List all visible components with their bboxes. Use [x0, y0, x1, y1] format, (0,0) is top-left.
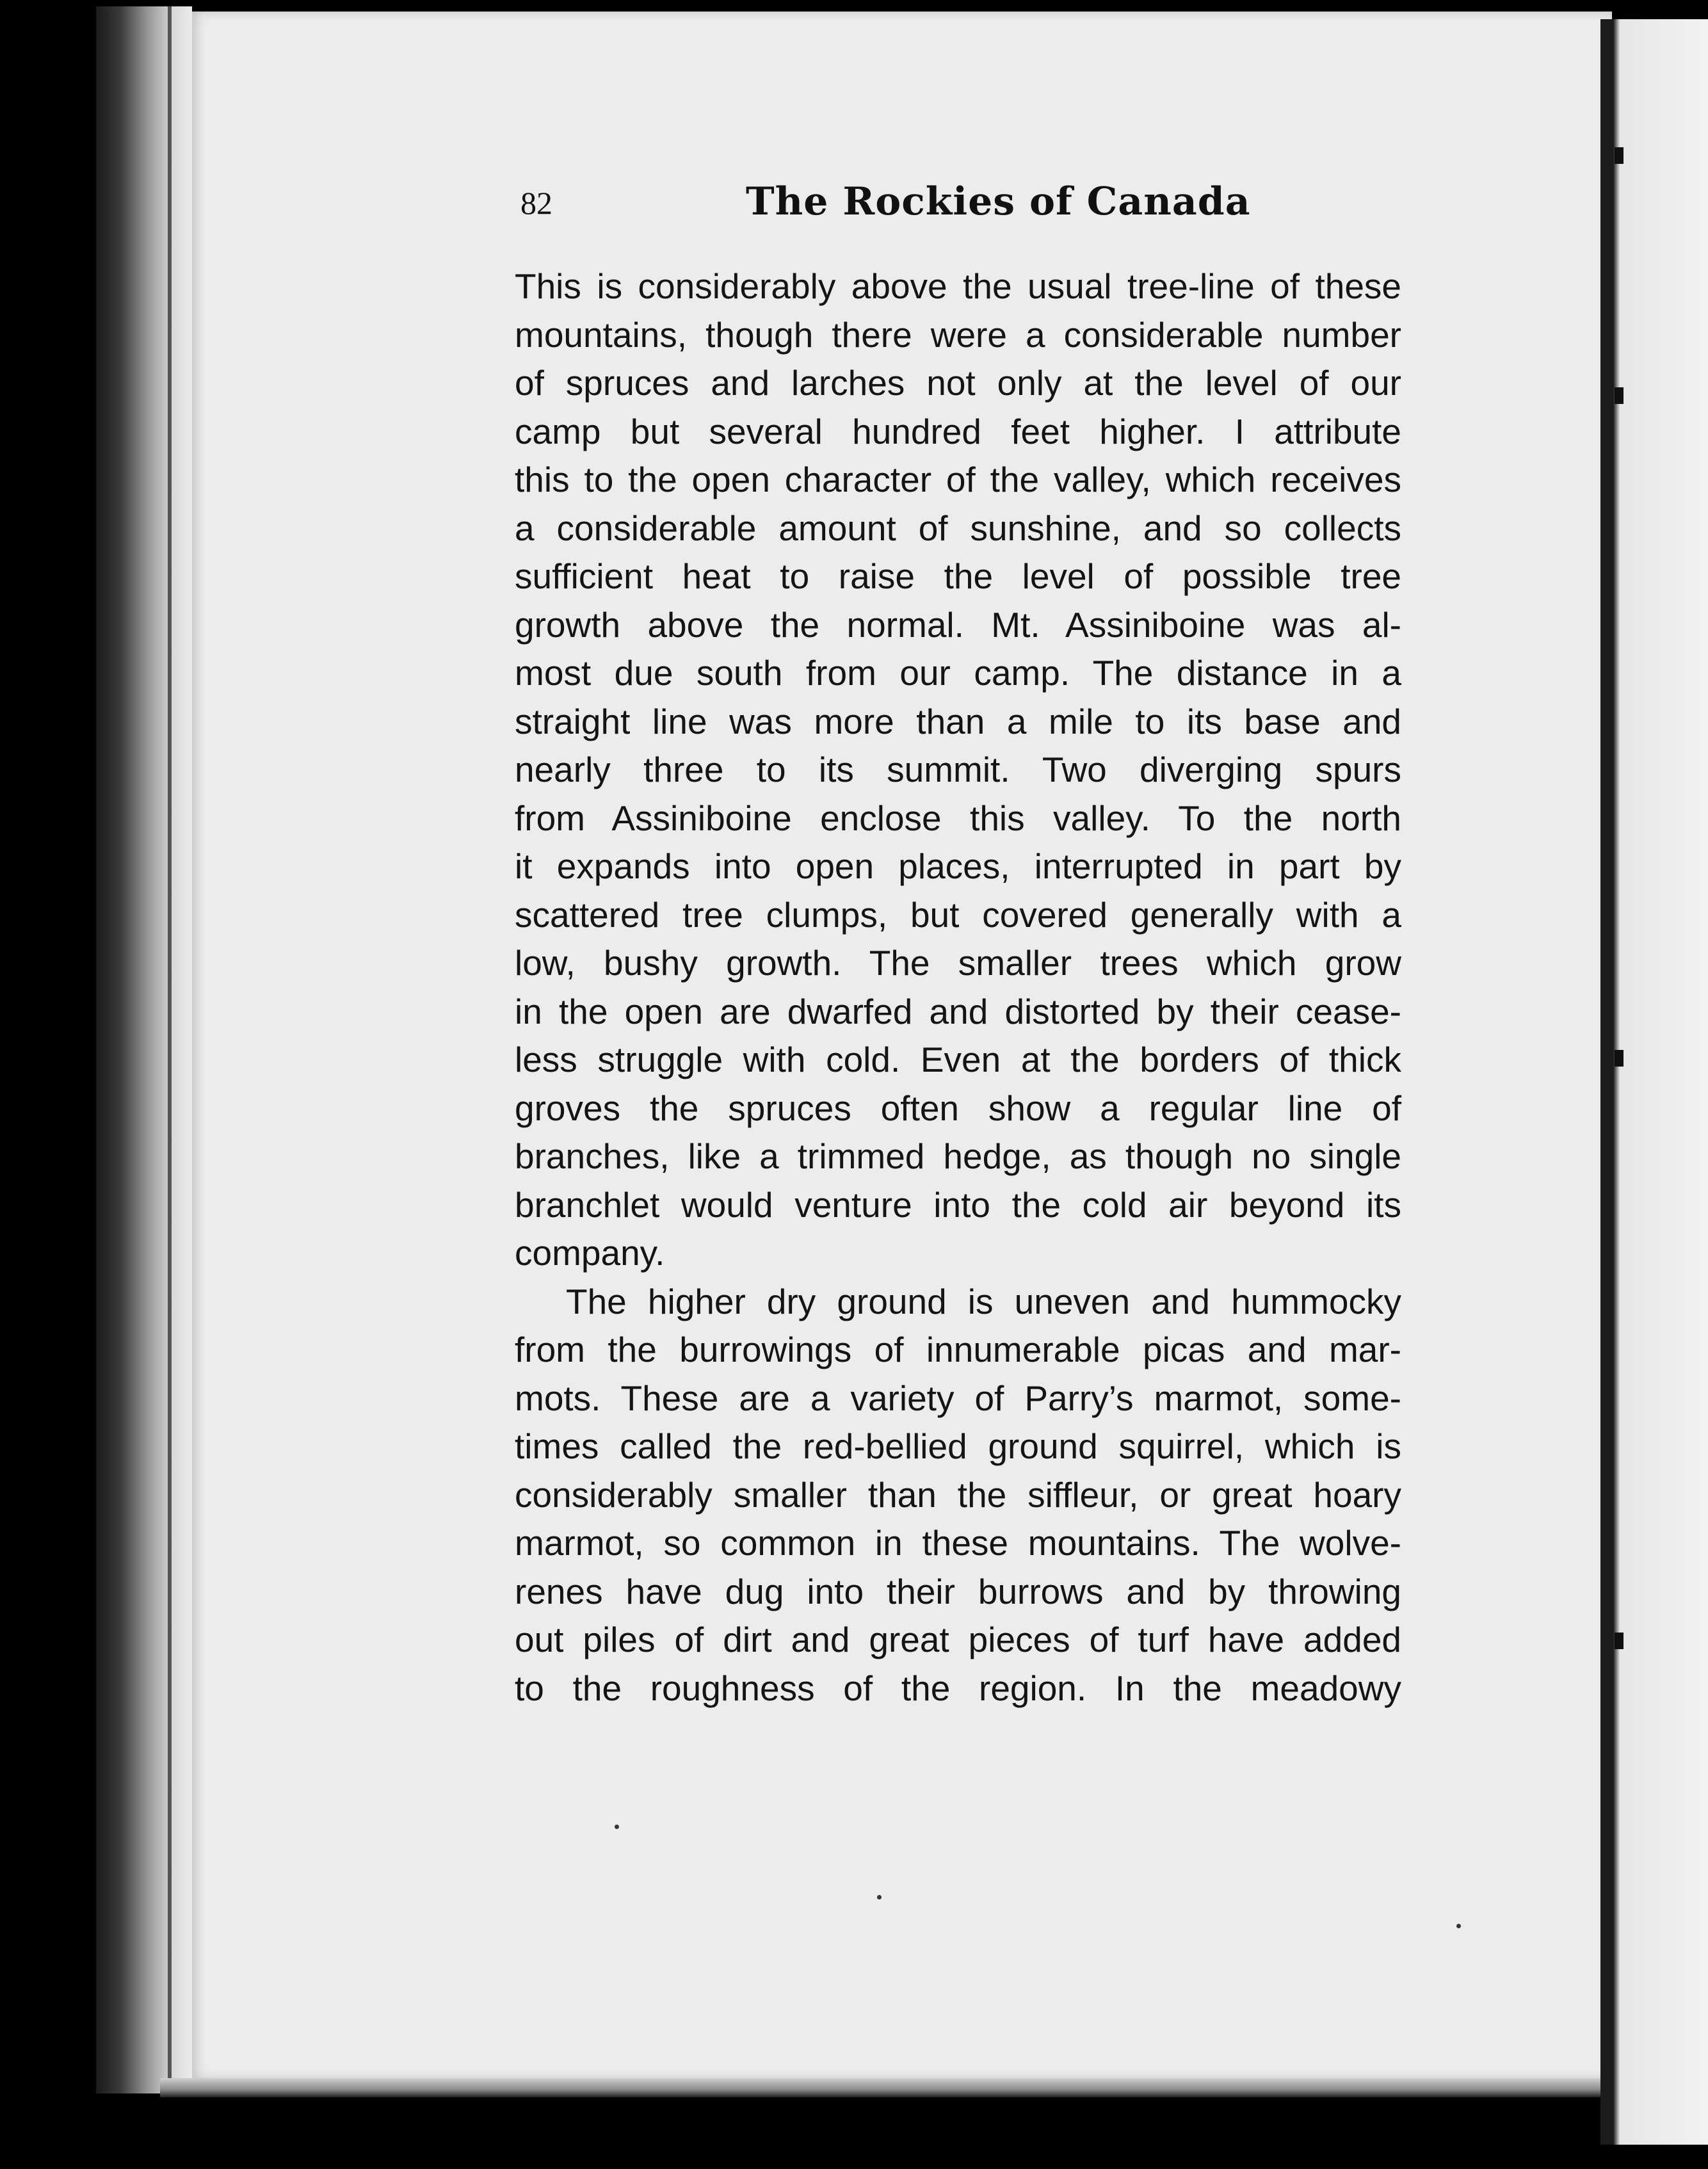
book-binding-gutter	[96, 6, 192, 2093]
binding-edge-line	[168, 6, 172, 2087]
text-line: This is considerably above the usual tree-line of these	[515, 266, 1401, 306]
text-line: groves the spruces often show a regular line of	[515, 1088, 1401, 1128]
text-line: company.	[515, 1233, 665, 1273]
text-line: branches, like a trimmed hedge, as though no single	[515, 1136, 1401, 1176]
text-line: branchlet would venture into the cold air beyond its	[515, 1184, 1401, 1225]
facing-page-mark	[1615, 387, 1623, 404]
text-line: nearly three to its summit. Two diverging spurs	[515, 750, 1401, 789]
text-line: camp but several hundred feet higher. I attribute	[515, 411, 1401, 451]
text-line: this to the open character of the valley, which receives	[515, 460, 1401, 499]
page-bottom-edge	[160, 2078, 1626, 2097]
text-line: low, bushy growth. The smaller trees which grow	[515, 943, 1401, 983]
facing-page-edge	[1600, 19, 1708, 2145]
text-line: straight line was more than a mile to its base and	[515, 701, 1401, 741]
text-line: times called the red-bellied ground squirrel, which is	[515, 1426, 1401, 1466]
running-head	[520, 179, 1251, 237]
text-line: it expands into open places, interrupted in part by	[515, 846, 1401, 886]
facing-page-mark	[1615, 147, 1623, 164]
facing-page-mark	[1615, 1050, 1623, 1067]
text-line: from Assiniboine enclose this valley. To the north	[515, 798, 1401, 838]
text-line: mots. These are a variety of Parry’s marmot, some-	[515, 1378, 1401, 1418]
text-line: of spruces and larches not only at the level of our	[515, 363, 1401, 403]
text-line: in the open are dwarfed and distorted by their cease-	[515, 991, 1401, 1031]
text-line: most due south from our camp. The distance in a	[515, 653, 1401, 693]
text-line: growth above the normal. Mt. Assiniboine was al-	[515, 604, 1401, 645]
running-head-title: The Rockies of Canada	[746, 179, 1251, 224]
text-line: The higher dry ground is uneven and hummocky	[566, 1281, 1401, 1321]
text-line: a considerable amount of sunshine, and so collects	[515, 508, 1401, 548]
facing-page-mark	[1615, 1633, 1623, 1649]
text-line: scattered tree clumps, but covered generally with a	[515, 894, 1401, 935]
text-line: sufficient heat to raise the level of possible tree	[515, 556, 1401, 596]
text-line: considerably smaller than the siffleur, or great hoary	[515, 1474, 1401, 1515]
text-line: out piles of dirt and great pieces of turf have added	[515, 1620, 1401, 1659]
text-line: mountains, though there were a considerable number	[515, 314, 1401, 355]
scan-speck	[615, 1825, 619, 1829]
body-text	[515, 262, 1401, 1713]
text-line: to the roughness of the region. In the meadowy	[515, 1668, 1401, 1708]
scan-speck	[877, 1895, 882, 1899]
text-line: less struggle with cold. Even at the borders of thick	[515, 1040, 1401, 1079]
text-line: renes have dug into their burrows and by throwing	[515, 1571, 1401, 1611]
page-number: 82	[520, 185, 552, 221]
text-line: marmot, so common in these mountains. The wolve-	[515, 1523, 1401, 1563]
text-line: from the burrowings of innumerable picas and mar-	[515, 1330, 1401, 1369]
scan-speck	[1456, 1924, 1461, 1928]
